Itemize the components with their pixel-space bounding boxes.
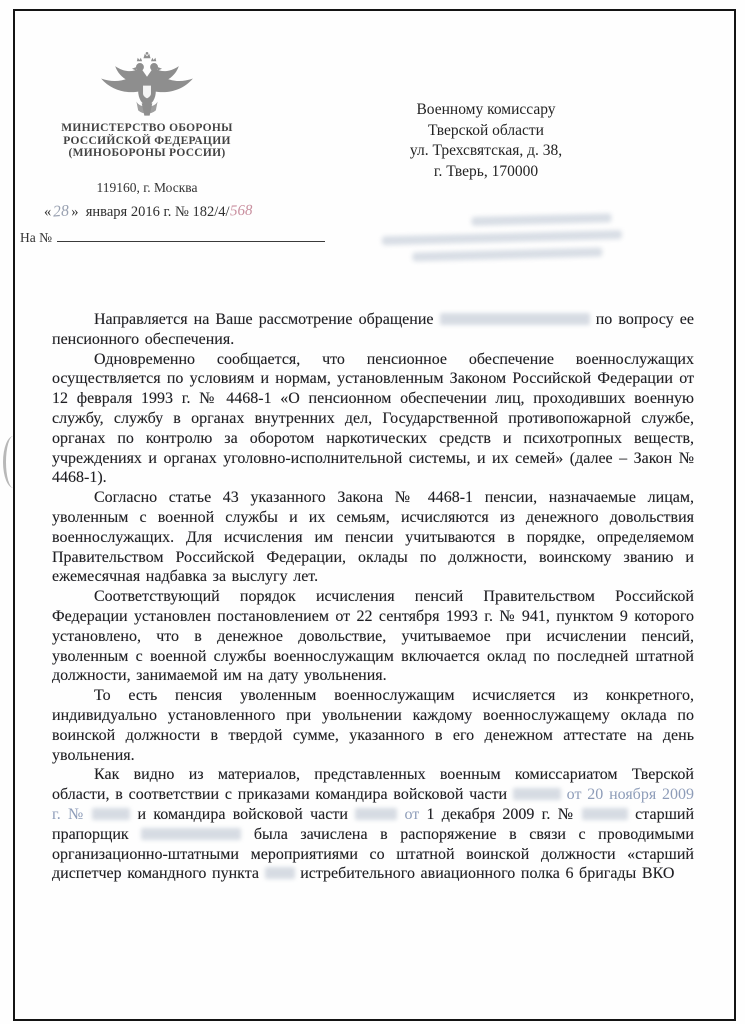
sender-ministry-block [38,122,256,160]
paragraph [52,488,694,587]
letter-date-line [44,203,252,221]
date-printed-text: января 2016 г. № 182/4/ [78,204,230,220]
date-open-quote: « [44,204,52,220]
addressee-line: Тверской области [428,121,544,139]
redacted-text [265,867,295,879]
handwritten-day: 28 [52,202,70,221]
body-text: Как видно из материалов, представленных военным комиссариатом Тверской области, в соответствии с приказами командира войсковой части [52,766,694,804]
faded-ink-text: от 20 ноября 2009 г. № [52,786,694,823]
body-text: истребительного авиационного полка 6 бригады ВКО [294,865,675,883]
scan-edge-artifact [3,436,24,488]
redacted-text [582,808,628,820]
addressee-block [368,100,604,182]
redacted-text [92,808,130,820]
body-text: была зачислена в распоряжение в связи с проводимыми организационно-штатными мероприятиями со штатной воинской должности «старший диспетчер командного пункта [52,825,694,883]
bleedthrough-stamp-artifact [381,213,634,271]
ministry-name-line: (МИНОБОРОНЫ РОССИИ) [68,147,226,159]
reference-label: На № [20,230,52,245]
redacted-text [440,313,590,325]
body-text: Соответствующий порядок исчисления пенсий Правительством Российской Федерации установлен постановлением от 22 сентября 1993 г. № 941, пунктом 9 которого установлено, что в денежное довольствие, учитываемое при исчислении пенсий, уволенным с военной службы военнослужащим включается оклад по последней штатной должности, занимаемой им на дату увольнения. [52,588,694,685]
addressee-line: г. Тверь, 170000 [433,162,539,180]
body-text: и командира войсковой части [130,805,356,823]
paragraph [52,587,694,686]
body-text: Одновременно сообщается, что пенсионное обеспечение военнослужащих осуществляется по условиям и нормам, установленным Законом Российской Федерации от 12 февраля 1993 г. № 4468-1 «О пенсионном обеспечении лиц, проходивших военную службу, службу в органах внутренних дел, Государственной противопожарной службе, органах по контролю за оборотом наркотических средств и психотропных веществ, учреждениях и органах уголовно-исполнительной системы, и их семей» (далее – Закон № 4468-1). [52,350,694,487]
paragraph [52,350,694,489]
paragraph [52,310,694,350]
addressee-line: ул. Трехсвятская, д. 38, [409,142,563,159]
faded-illegible-line [382,230,622,245]
date-close-quote: » [71,204,79,220]
body-text: по вопросу ее пенсионного обеспечения. [52,311,694,348]
ministry-of-defense-double-eagle-emblem-icon [94,50,200,130]
body-text: То есть пенсия уволенным военнослужащим исчисляется из конкретного, индивидуально установленного при увольнении каждому военнослужащему оклада по воинской должности в твердой сумме, указанного в его денежном аттестате на день увольнения. [52,687,694,764]
body-text: Направляется на Ваше рассмотрение обращение [94,311,440,328]
body-paragraphs [52,310,694,884]
faded-ink-text: от [397,805,427,823]
body-text: старший прапорщик [52,805,695,843]
redacted-text [513,788,561,800]
body-text: 1 декабря 2009 г. № [426,805,582,823]
redacted-text [355,808,397,820]
addressee-line: Военному комиссару [416,101,556,118]
body-text: Согласно статье 43 указанного Закона № 4468-1 пенсии, назначаемые лицам, уволенным с военной службы и их семьям, исчисляются из денежного довольствия военнослужащих. Для исчисления им пенсии учитываются в порядке, определяемом Правительством Российской Федерации, оклады по должности, воинскому званию и ежемесячная надбавка за выслугу лет. [52,489,694,586]
sender-city-line: 119160, г. Москва [96,180,198,195]
faded-illegible-line [471,213,611,226]
paragraph [52,686,694,765]
reference-number-line [20,228,325,246]
faded-illegible-line [412,248,602,262]
paragraph [52,765,694,884]
ministry-name-line: РОССИЙСКОЙ ФЕДЕРАЦИИ [63,134,231,147]
reference-blank-line [57,228,325,242]
redacted-text [141,828,241,840]
ministry-name-line: МИНИСТЕРСТВО ОБОРОНЫ [61,122,233,134]
handwritten-outgoing-number: 568 [229,202,253,220]
